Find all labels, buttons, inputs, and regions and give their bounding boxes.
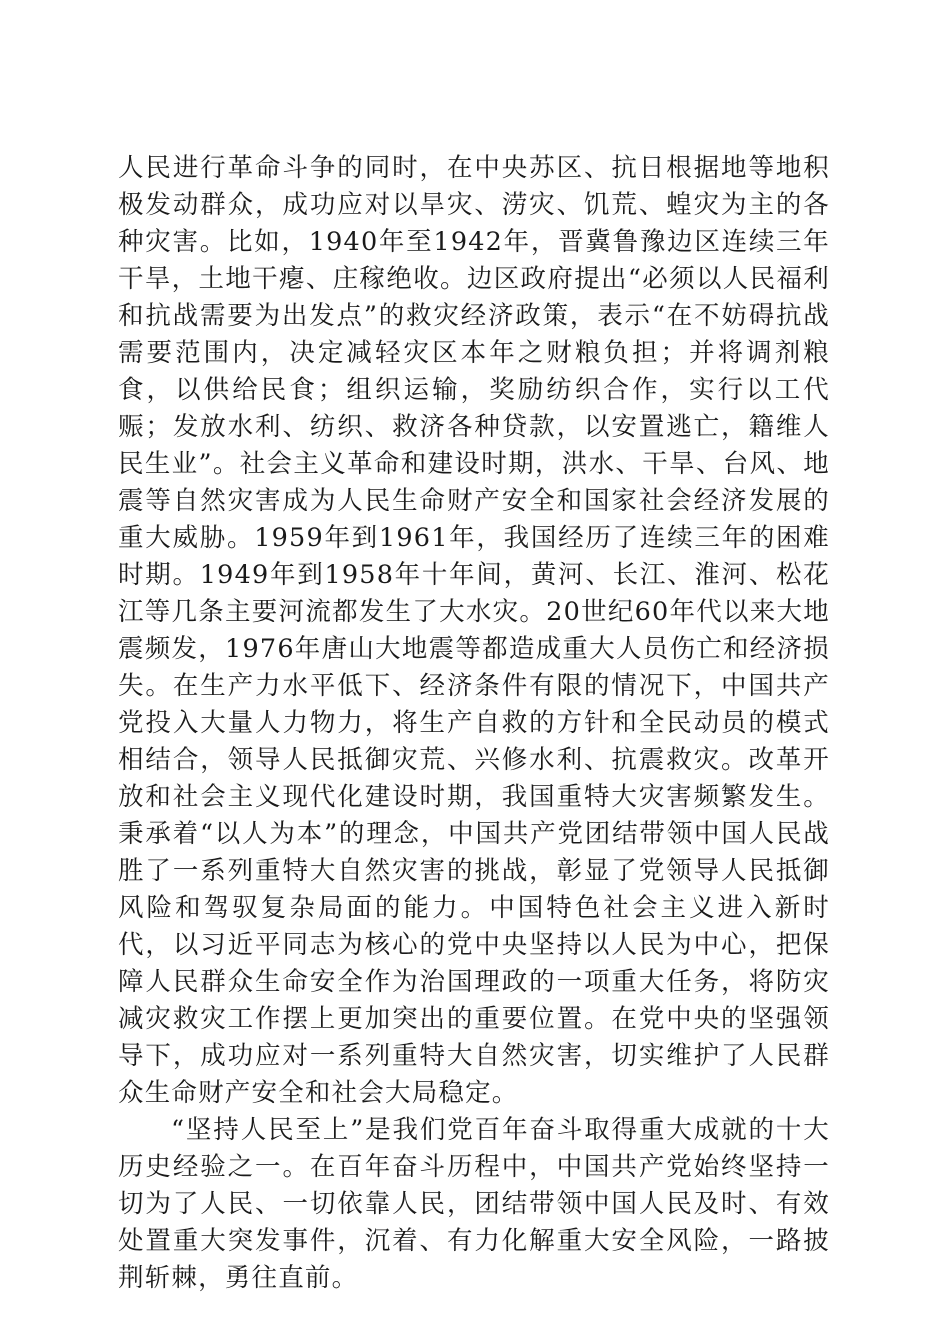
paragraph: 人民进行革命斗争的同时，在中央苏区、抗日根据地等地积极发动群众，成功应对以旱灾、涝灾、饥荒、蝗灾为主的各种灾害。比如，1940年至1942年，晋冀鲁豫边区连续三年干旱，土地干瘪、庄稼绝收。边区政府提出“必须以人民福利和抗战需要为出发点”的救灾经济政策，表示“在不妨碍抗战需要范围内，决定减轻灾区本年之财粮负担；并将调剂粮食，以供给民食；组织运输，奖励纺织合作，实行以工代赈；发放水利、纺织、救济各种贷款，以安置逃亡，籍维人民生业”。社会主义革命和建设时期，洪水、干旱、台风、地震等自然灾害成为人民生命财产安全和国家社会经济发展的重大威胁。1959年到1961年，我国经历了连续三年的困难时期。1949年到1958年十年间，黄河、长江、淮河、松花江等几条主要河流都发生了大水灾。20世纪60年代以来大地震频发，1976年唐山大地震等都造成重大人员伤亡和经济损失。在生产力水平低下、经济条件有限的情况下，中国共产党投入大量人力物力，将生产自救的方针和全民动员的模式相结合，领导人民抵御灾荒、兴修水利、抗震救灾。改革开放和社会主义现代化建设时期，我国重特大灾害频繁发生。秉承着“以人为本”的理念，中国共产党团结带领中国人民战胜了一系列重特大自然灾害的挑战，彰显了党领导人民抵御风险和驾驭复杂局面的能力。中国特色社会主义进入新时代，以习近平同志为核心的党中央坚持以人民为中心，把保障人民群众生命安全作为治国理政的一项重大任务，将防灾减灾救灾工作摆上更加突出的重要位置。在党中央的坚强领导下，成功应对一系列重特大自然灾害，切实维护了人民群众生命财产安全和社会大局稳定。 (118, 153, 830, 1108)
paragraph: “坚持人民至上”是我们党百年奋斗取得重大成就的十大历史经验之一。在百年奋斗历程中，中国共产党始终坚持一切为了人民、一切依靠人民，团结带领中国人民及时、有效处置重大突发事件，沉着、有力化解重大安全风险，一路披荆斩棘，勇往直前。 (118, 1115, 830, 1293)
body-text (118, 150, 830, 1297)
